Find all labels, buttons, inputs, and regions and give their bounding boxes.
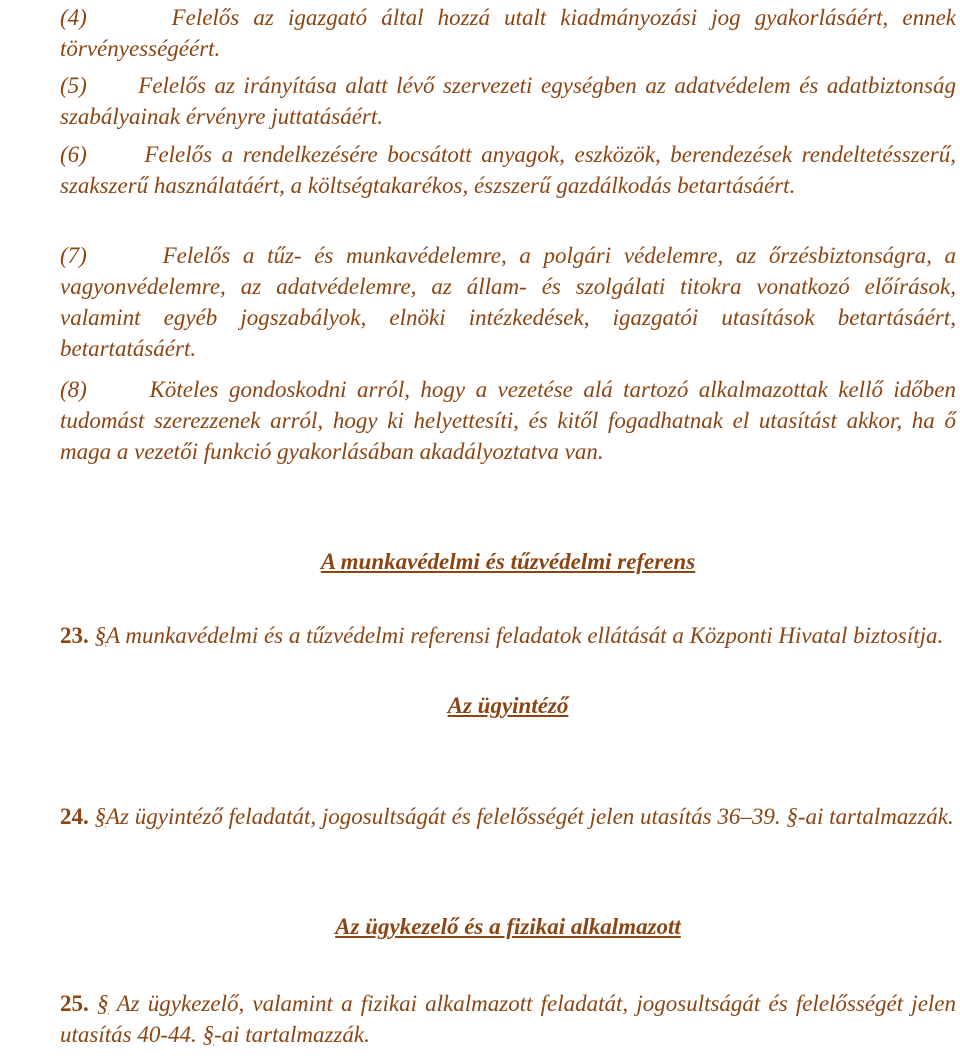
paragraph-8 (60, 374, 956, 467)
paragraph-text: Felelős a rendelkezésére bocsátott anyagok, eszközök, berendezések rendeltetésszerű, szakszerű használatáért, a költségtakarékos, észszerű gazdálkodás betartásáért. (60, 142, 957, 198)
section-text: -ai tartalmazzák. (213, 1022, 370, 1047)
paragraph-number: (4) (60, 5, 87, 30)
section-text: A munkavédelmi és a tűzvédelmi referensi feladatok ellátását a Központi Hivatal biztosítja. (106, 623, 944, 648)
paragraph-5 (60, 70, 956, 132)
paragraph-text: Felelős a tűz- és munkavédelemre, a polgári védelemre, az őrzésbiztonságra, a vagyonvédelemre, az adatvédelemre, az állam- és szolgálati titokra vonatkozó előírások, valamint egyéb jogszabályok, elnöki intézkedések, igazgatói utasítások betartásáért, betartatásáért. (60, 243, 956, 361)
paragraph-text: Köteles gondoskodni arról, hogy a vezetése alá tartozó alkalmazottak kellő időben tudomást szerezzenek arról, hogy ki helyettesíti, és kitől fogadhatnak el utasítást akkor, ha ő maga a vezetői funkció gyakorlásában akadályoztatva van. (60, 377, 957, 464)
section-heading: Az ügyintéző (447, 693, 569, 718)
paragraph-number: (5) (60, 73, 87, 98)
section-24 (60, 801, 956, 832)
paragraph-6 (60, 139, 956, 201)
section-symbol: § (94, 623, 106, 648)
section-text: Az ügykezelő, valamint a fizikai alkalmazott feladatát, jogosultságát és felelősségét jelen utasítás 40-44. (60, 991, 957, 1047)
paragraph-text: Felelős az irányítása alatt lévő szervezeti egységben az adatvédelem és adatbiztonság szabályainak érvényre juttatásáért. (60, 73, 957, 129)
paragraph-4 (60, 2, 956, 64)
paragraph-7 (60, 240, 956, 364)
section-25 (60, 988, 956, 1050)
section-heading: Az ügykezelő és a fizikai alkalmazott (335, 914, 681, 939)
paragraph-number: (8) (60, 377, 87, 402)
section-number: 24. (60, 804, 89, 829)
paragraph-number: (6) (60, 142, 87, 167)
section-text: Az ügyintéző feladatát, jogosultságát és felelősségét jelen utasítás 36–39. (106, 804, 781, 829)
paragraph-number: (7) (60, 243, 87, 268)
paragraph-text: Felelős az igazgató által hozzá utalt kiadmányozási jog gyakorlásáért, ennek törvényességéért. (60, 5, 957, 61)
section-number: 25. (60, 991, 89, 1016)
section-symbol: § (96, 991, 109, 1016)
section-text: -ai tartalmazzák. (797, 804, 954, 829)
section-heading: A munkavédelmi és tűzvédelmi referens (320, 549, 696, 574)
section-number: 23. (60, 623, 89, 648)
section-symbol: § (94, 804, 106, 829)
section-symbol: § (202, 1022, 214, 1047)
section-symbol: § (786, 804, 798, 829)
section-23 (60, 620, 956, 651)
